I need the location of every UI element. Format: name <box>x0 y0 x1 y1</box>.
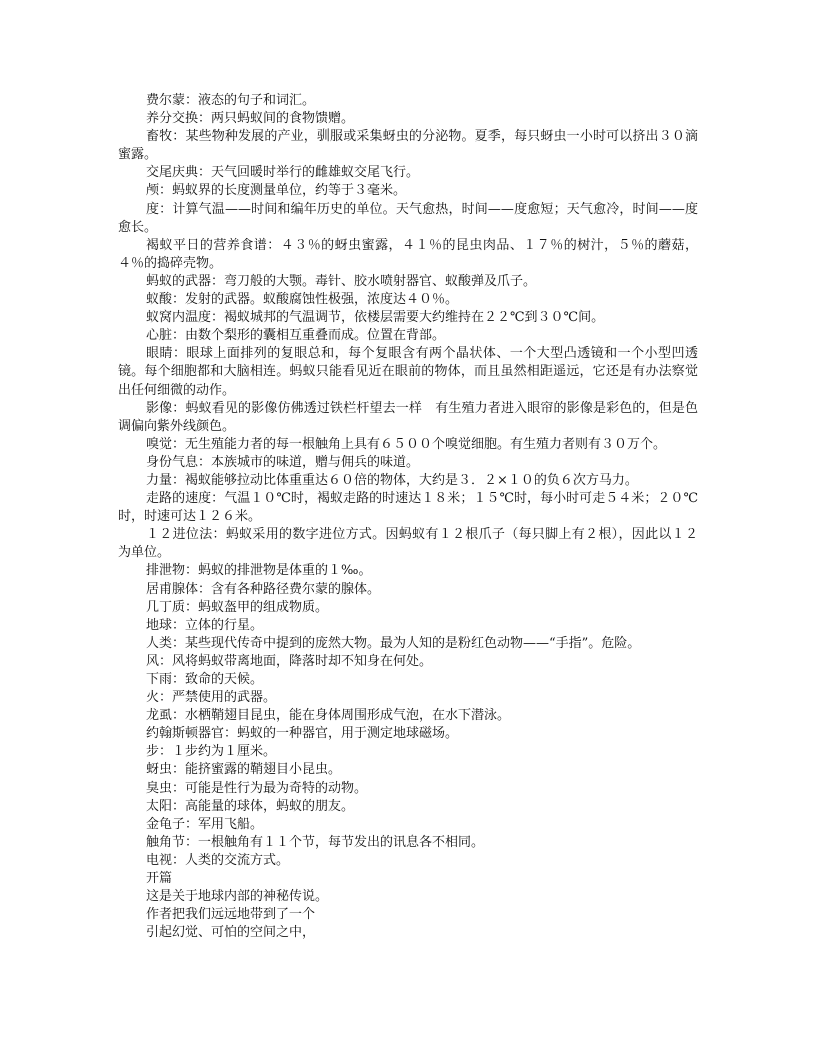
paragraph: 几丁质：蚂蚁盔甲的组成物质。 <box>146 599 329 615</box>
paragraph: 火：严禁使用的武器。 <box>146 690 277 706</box>
paragraph: 金龟子：军用飞船。 <box>146 816 264 832</box>
section-heading: 开篇 <box>146 871 173 887</box>
paragraph: 蚁窝内温度：褐蚁城邦的气温调节，依楼层需要大约维持在２２℃到３０℃间。 <box>146 310 605 326</box>
paragraph: 排泄物：蚂蚁的排泄物是体重的１‰。 <box>146 563 372 579</box>
paragraph: 褐蚁平日的营养食谱：４３％的蚜虫蜜露，４１％的昆虫肉品、１７％的树汁，５％的蘑菇，４％的捣碎壳物。 <box>118 237 698 271</box>
paragraph: １２进位法：蚂蚁采用的数字进位方式。因蚂蚁有１２根爪子（每只脚上有２根），因此以１２为单位。 <box>118 527 698 561</box>
paragraph: 步：１步约为１厘米。 <box>146 744 277 760</box>
paragraph: 身份气息：本族城市的味道，赠与佣兵的味道。 <box>146 454 420 470</box>
paragraph: 走路的速度：气温１０℃时，褐蚁走路的时速达１８米；１５℃时，每小时可走５４米；２０℃时，时速可达１２６米。 <box>118 491 698 525</box>
paragraph: 畜牧：某些物种发展的产业，驯服或采集蚜虫的分泌物。夏季，每只蚜虫一小时可以挤出３０滴蜜露。 <box>118 129 698 163</box>
paragraph: 眼睛：眼球上面排列的复眼总和，每个复眼含有两个晶状体、一个大型凸透镜和一个小型凹透镜。每个细胞都和大脑相连。蚂蚁只能看见近在眼前的物体，而且虽然相距遥远，它还是有办法察觉出任何细微的动作。 <box>118 346 698 398</box>
paragraph: 力量：褐蚁能够拉动比体重重达６０倍的物体，大约是３．２×１０的负６次方马力。 <box>146 472 638 488</box>
paragraph: 风：风将蚂蚁带离地面，降落时却不知身在何处。 <box>146 653 433 669</box>
paragraph: 影像：蚂蚁看见的影像仿佛透过铁栏杆望去一样 有生殖力者进入眼帘的影像是彩色的，但是色调偏向紫外线颜色。 <box>118 400 698 434</box>
paragraph: 电视：人类的交流方式。 <box>146 852 290 868</box>
paragraph: 引起幻觉、可怕的空间之中， <box>146 925 316 941</box>
paragraph: 居甫腺体：含有各种路径费尔蒙的腺体。 <box>146 581 381 597</box>
paragraph: 地球：立体的行星。 <box>146 617 264 633</box>
paragraph: 下雨：致命的天候。 <box>146 672 264 687</box>
paragraph: 颅：蚂蚁界的长度测量单位，约等于３毫米。 <box>146 183 407 199</box>
paragraph: 触角节：一根触角有１１个节，每节发出的讯息各不相同。 <box>146 834 485 850</box>
paragraph: 约翰斯顿器官：蚂蚁的一种器官，用于测定地球磁场。 <box>146 726 459 742</box>
paragraph: 嗅觉：无生殖能力者的每一根触角上具有６５００个嗅觉细胞。有生殖力者则有３０万个。 <box>146 436 667 452</box>
paragraph: 蚂蚁的武器：弯刀般的大颚。毒针、胶水喷射器官、蚁酸弹及爪子。 <box>146 273 537 289</box>
paragraph: 太阳：高能量的球体，蚂蚁的朋友。 <box>146 798 355 814</box>
paragraph: 作者把我们远远地带到了一个 <box>146 907 316 923</box>
paragraph: 臭虫：可能是性行为最为奇特的动物。 <box>146 780 368 796</box>
paragraph: 心脏：由数个梨形的囊相互重叠而成。位置在背部。 <box>146 328 446 344</box>
paragraph: 养分交换：两只蚂蚁间的食物馈赠。 <box>146 111 355 127</box>
paragraph: 度：计算气温——时间和编年历史的单位。天气愈热，时间——度愈短；天气愈冷，时间——度愈长。 <box>118 201 698 235</box>
paragraph: 人类：某些现代传奇中提到的庞然大物。最为人知的是粉红色动物——“手指”。危险。 <box>146 635 641 651</box>
paragraph: 交尾庆典：天气回暖时举行的雌雄蚁交尾飞行。 <box>146 165 420 181</box>
paragraph: 费尔蒙：液态的句子和词汇。 <box>146 93 316 108</box>
paragraph: 龙虱：水栖鞘翅目昆虫，能在身体周围形成气泡，在水下潜泳。 <box>146 708 511 724</box>
document-body <box>118 92 698 942</box>
paragraph: 蚜虫：能挤蜜露的鞘翅目小昆虫。 <box>146 762 342 778</box>
paragraph: 这是关于地球内部的神秘传说。 <box>146 889 329 905</box>
paragraph: 蚁酸：发射的武器。蚁酸腐蚀性极强，浓度达４０％。 <box>146 292 459 308</box>
